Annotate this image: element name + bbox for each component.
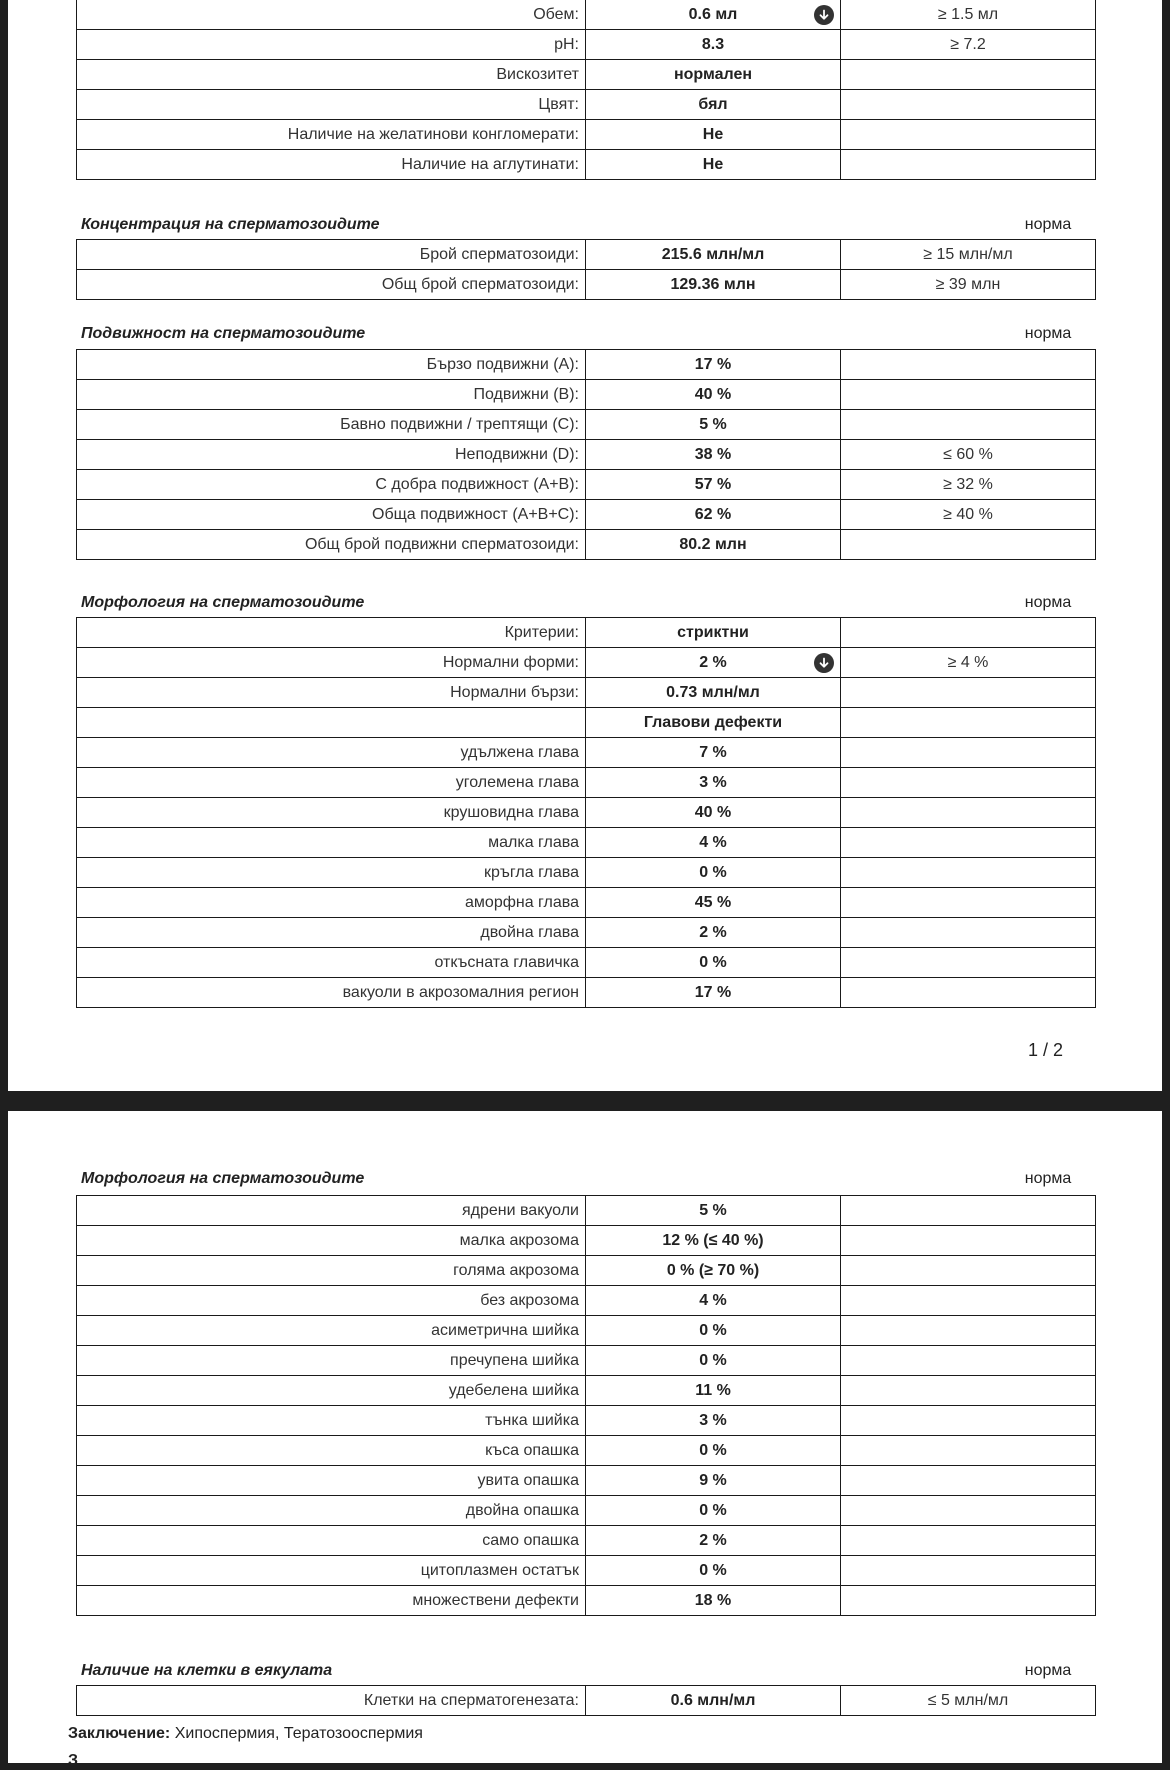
morphology-continued-table bbox=[76, 1195, 1096, 1616]
row-value bbox=[586, 350, 841, 380]
row-value-text: Главови дефекти bbox=[643, 714, 783, 731]
section-heading: Морфология на сперматозоидите bbox=[81, 594, 365, 611]
row-value-text: нормален bbox=[673, 66, 753, 83]
row-value-text: 0 % bbox=[699, 1442, 727, 1459]
row-value bbox=[586, 738, 841, 768]
row-label: вакуоли в акрозомалния регион bbox=[77, 978, 586, 1008]
table-row bbox=[77, 1346, 1096, 1376]
row-value-text: бял bbox=[698, 96, 728, 113]
row-norm: ≥ 1.5 мл bbox=[841, 0, 1096, 30]
row-label: крушовидна глава bbox=[77, 798, 586, 828]
row-norm bbox=[841, 150, 1096, 180]
row-norm: ≥ 32 % bbox=[841, 470, 1096, 500]
row-value-text: 7 % bbox=[699, 744, 727, 761]
table-row bbox=[77, 1316, 1096, 1346]
table-row bbox=[77, 1436, 1096, 1466]
row-value bbox=[586, 768, 841, 798]
row-value bbox=[586, 1406, 841, 1436]
row-value-text: 5 % bbox=[699, 1202, 727, 1219]
row-label: кръгла глава bbox=[77, 858, 586, 888]
row-value-text: 5 % bbox=[699, 416, 727, 433]
row-label: голяма акрозома bbox=[77, 1256, 586, 1286]
row-norm bbox=[841, 1346, 1096, 1376]
concentration-section-title bbox=[81, 213, 1101, 237]
section-heading: Наличие на клетки в еякулата bbox=[81, 1662, 333, 1679]
row-norm bbox=[841, 1526, 1096, 1556]
row-norm bbox=[841, 1316, 1096, 1346]
row-value-text: 8.3 bbox=[701, 36, 725, 53]
row-value bbox=[586, 1226, 841, 1256]
row-label: ядрени вакуоли bbox=[77, 1196, 586, 1226]
row-value bbox=[586, 1256, 841, 1286]
row-value bbox=[586, 1316, 841, 1346]
row-norm bbox=[841, 1466, 1096, 1496]
row-value-text: 17 % bbox=[694, 356, 732, 373]
table-row bbox=[77, 738, 1096, 768]
row-value bbox=[586, 888, 841, 918]
row-value-text: 12 % (≤ 40 %) bbox=[662, 1232, 764, 1249]
morphology-continued-section-title bbox=[81, 1167, 1101, 1191]
row-norm bbox=[841, 1376, 1096, 1406]
row-label: Наличие на аглутинати: bbox=[77, 150, 586, 180]
row-label: Критерии: bbox=[77, 618, 586, 648]
table-row bbox=[77, 858, 1096, 888]
row-label: Наличие на желатинови конгломерати: bbox=[77, 120, 586, 150]
section-heading: Подвижност на сперматозоидите bbox=[81, 325, 366, 342]
row-norm bbox=[841, 618, 1096, 648]
row-label: Брой сперматозоиди: bbox=[77, 240, 586, 270]
table-row bbox=[77, 270, 1096, 300]
row-value-text: 57 % bbox=[694, 476, 732, 493]
row-norm bbox=[841, 350, 1096, 380]
table-row bbox=[77, 1526, 1096, 1556]
row-value bbox=[586, 708, 841, 738]
row-value-text: Не bbox=[702, 156, 724, 173]
row-value bbox=[586, 1376, 841, 1406]
row-label: Клетки на сперматогенезата: bbox=[77, 1686, 586, 1716]
table-row bbox=[77, 1256, 1096, 1286]
row-label: Вискозитет bbox=[77, 60, 586, 90]
table-row bbox=[77, 240, 1096, 270]
row-value bbox=[586, 1466, 841, 1496]
row-value-text: 40 % bbox=[694, 386, 732, 403]
table-row bbox=[77, 828, 1096, 858]
table-row bbox=[77, 888, 1096, 918]
row-label: Подвижни (B): bbox=[77, 380, 586, 410]
row-label: аморфна глава bbox=[77, 888, 586, 918]
row-value-text: 80.2 млн bbox=[679, 536, 747, 553]
row-value bbox=[586, 410, 841, 440]
row-norm bbox=[841, 1226, 1096, 1256]
row-value-text: 3 % bbox=[699, 774, 727, 791]
table-row bbox=[77, 150, 1096, 180]
row-label: тънка шийка bbox=[77, 1406, 586, 1436]
table-row bbox=[77, 978, 1096, 1008]
table-row bbox=[77, 440, 1096, 470]
row-value bbox=[586, 530, 841, 560]
row-label: удължена глава bbox=[77, 738, 586, 768]
row-norm bbox=[841, 918, 1096, 948]
motility-section-title bbox=[81, 322, 1101, 346]
cutoff-text: З bbox=[68, 1752, 79, 1769]
table-row bbox=[77, 768, 1096, 798]
row-value bbox=[586, 978, 841, 1008]
row-value bbox=[586, 1496, 841, 1526]
row-value bbox=[586, 1686, 841, 1716]
row-norm bbox=[841, 948, 1096, 978]
row-value-text: стриктни bbox=[677, 624, 749, 641]
row-norm bbox=[841, 1256, 1096, 1286]
row-value-text: 2 % bbox=[699, 1532, 727, 1549]
row-value-text: 0 % bbox=[699, 1502, 727, 1519]
row-value-text: 0.73 млн/мл bbox=[666, 684, 760, 701]
row-value-text: 45 % bbox=[694, 894, 732, 911]
row-label: само опашка bbox=[77, 1526, 586, 1556]
row-label bbox=[77, 708, 586, 738]
report-page-1 bbox=[8, 0, 1162, 1091]
row-value bbox=[586, 1436, 841, 1466]
row-label: асиметрична шийка bbox=[77, 1316, 586, 1346]
row-label: Обем: bbox=[77, 0, 586, 30]
table-row bbox=[77, 410, 1096, 440]
row-value bbox=[586, 1586, 841, 1616]
row-norm bbox=[841, 90, 1096, 120]
row-norm bbox=[841, 1556, 1096, 1586]
row-value bbox=[586, 948, 841, 978]
row-value-text: 3 % bbox=[699, 1412, 727, 1429]
row-value-text: 215.6 млн/мл bbox=[661, 246, 765, 263]
arrow-down-icon bbox=[814, 653, 834, 673]
row-value bbox=[586, 828, 841, 858]
norm-header: норма bbox=[1024, 325, 1072, 342]
row-value-text: 4 % bbox=[699, 1292, 727, 1309]
conclusion-label: Заключение: bbox=[68, 1725, 171, 1742]
row-value bbox=[586, 380, 841, 410]
row-value bbox=[586, 618, 841, 648]
row-norm bbox=[841, 120, 1096, 150]
row-value bbox=[586, 440, 841, 470]
table-row bbox=[77, 380, 1096, 410]
motility-table bbox=[76, 349, 1096, 560]
row-label: откъсната главичка bbox=[77, 948, 586, 978]
row-value-text: 62 % bbox=[694, 506, 732, 523]
row-norm bbox=[841, 888, 1096, 918]
arrow-down-icon bbox=[814, 5, 834, 25]
row-label: Цвят: bbox=[77, 90, 586, 120]
row-value bbox=[586, 1556, 841, 1586]
row-norm: ≥ 40 % bbox=[841, 500, 1096, 530]
cells-section-title bbox=[81, 1659, 1101, 1683]
row-label: Нормални форми: bbox=[77, 648, 586, 678]
row-norm bbox=[841, 410, 1096, 440]
row-value bbox=[586, 1346, 841, 1376]
concentration-table bbox=[76, 239, 1096, 300]
table-row bbox=[77, 1196, 1096, 1226]
table-row bbox=[77, 1376, 1096, 1406]
table-row bbox=[77, 678, 1096, 708]
row-value bbox=[586, 60, 841, 90]
row-norm bbox=[841, 380, 1096, 410]
row-value-text: 0 % bbox=[699, 1562, 727, 1579]
row-value-text: 2 % bbox=[699, 654, 727, 671]
conclusion-text: Хипоспермия, Тератозооспермия bbox=[174, 1725, 423, 1742]
row-value bbox=[586, 90, 841, 120]
table-row bbox=[77, 948, 1096, 978]
row-value-text: 40 % bbox=[694, 804, 732, 821]
table-row bbox=[77, 618, 1096, 648]
table-row bbox=[77, 470, 1096, 500]
table-row bbox=[77, 500, 1096, 530]
row-value bbox=[586, 240, 841, 270]
row-label: увита опашка bbox=[77, 1466, 586, 1496]
table-row bbox=[77, 60, 1096, 90]
table-row bbox=[77, 0, 1096, 30]
row-norm bbox=[841, 828, 1096, 858]
row-label: уголемена глава bbox=[77, 768, 586, 798]
norm-header: норма bbox=[1024, 1662, 1072, 1679]
row-value-text: 0 % bbox=[699, 1322, 727, 1339]
row-value bbox=[586, 500, 841, 530]
table-row bbox=[77, 30, 1096, 60]
row-label: къса опашка bbox=[77, 1436, 586, 1466]
cells-table bbox=[76, 1685, 1096, 1716]
row-value-text: 4 % bbox=[699, 834, 727, 851]
row-value-text: Не bbox=[702, 126, 724, 143]
row-label: Нормални бързи: bbox=[77, 678, 586, 708]
row-value bbox=[586, 678, 841, 708]
row-norm bbox=[841, 768, 1096, 798]
row-value-text: 9 % bbox=[699, 1472, 727, 1489]
conclusion bbox=[68, 1725, 423, 1743]
table-row bbox=[77, 708, 1096, 738]
row-value-text: 129.36 млн bbox=[670, 276, 756, 293]
row-value-text: 0 % bbox=[699, 954, 727, 971]
table-row bbox=[77, 1466, 1096, 1496]
row-norm bbox=[841, 978, 1096, 1008]
morphology-table bbox=[76, 617, 1096, 1008]
norm-header: норма bbox=[1024, 594, 1072, 611]
table-row bbox=[77, 120, 1096, 150]
row-norm bbox=[841, 738, 1096, 768]
semen-basic-table bbox=[76, 0, 1096, 180]
row-label: pH: bbox=[77, 30, 586, 60]
row-value-text: 0 % bbox=[699, 1352, 727, 1369]
row-value bbox=[586, 1526, 841, 1556]
row-norm: ≥ 4 % bbox=[841, 648, 1096, 678]
row-norm bbox=[841, 1196, 1096, 1226]
row-value-text: 38 % bbox=[694, 446, 732, 463]
row-value bbox=[586, 858, 841, 888]
table-row bbox=[77, 1406, 1096, 1436]
row-value-text: 11 % bbox=[695, 1382, 731, 1399]
row-value bbox=[586, 150, 841, 180]
row-label: Неподвижни (D): bbox=[77, 440, 586, 470]
row-value-text: 17 % bbox=[694, 984, 732, 1001]
table-row bbox=[77, 1226, 1096, 1256]
row-value bbox=[586, 270, 841, 300]
row-label: Бавно подвижни / трептящи (C): bbox=[77, 410, 586, 440]
section-heading: Концентрация на сперматозоидите bbox=[81, 216, 380, 233]
row-value-text: 0.6 млн/мл bbox=[670, 1692, 756, 1709]
row-norm: ≥ 7.2 bbox=[841, 30, 1096, 60]
row-norm bbox=[841, 798, 1096, 828]
row-label: без акрозома bbox=[77, 1286, 586, 1316]
row-label: пречупена шийка bbox=[77, 1346, 586, 1376]
row-norm: ≤ 60 % bbox=[841, 440, 1096, 470]
row-label: двойна глава bbox=[77, 918, 586, 948]
row-label: Бързо подвижни (A): bbox=[77, 350, 586, 380]
row-value-text: 0 % (≥ 70 %) bbox=[666, 1262, 760, 1279]
row-label: малка глава bbox=[77, 828, 586, 858]
row-label: цитоплазмен остатък bbox=[77, 1556, 586, 1586]
table-row bbox=[77, 90, 1096, 120]
table-row bbox=[77, 1586, 1096, 1616]
row-norm bbox=[841, 858, 1096, 888]
row-label: удебелена шийка bbox=[77, 1376, 586, 1406]
table-row bbox=[77, 648, 1096, 678]
row-value bbox=[586, 1286, 841, 1316]
row-label: С добра подвижност (A+B): bbox=[77, 470, 586, 500]
report-page-2 bbox=[8, 1111, 1162, 1763]
table-row bbox=[77, 1556, 1096, 1586]
row-norm: ≥ 15 млн/мл bbox=[841, 240, 1096, 270]
row-label: множествени дефекти bbox=[77, 1586, 586, 1616]
row-value-text: 0.6 мл bbox=[688, 6, 738, 23]
norm-header: норма bbox=[1024, 1170, 1072, 1187]
row-value bbox=[586, 918, 841, 948]
row-value bbox=[586, 120, 841, 150]
row-norm bbox=[841, 1406, 1096, 1436]
row-value-text: 0 % bbox=[699, 864, 727, 881]
row-value bbox=[586, 0, 841, 30]
row-norm bbox=[841, 60, 1096, 90]
row-value bbox=[586, 1196, 841, 1226]
page-number: 1 / 2 bbox=[1028, 1040, 1064, 1060]
morphology-section-title bbox=[81, 591, 1101, 615]
row-label: Обща подвижност (A+B+C): bbox=[77, 500, 586, 530]
row-value bbox=[586, 798, 841, 828]
row-norm: ≥ 39 млн bbox=[841, 270, 1096, 300]
row-value-text: 2 % bbox=[699, 924, 727, 941]
row-label: Общ брой сперматозоиди: bbox=[77, 270, 586, 300]
row-norm bbox=[841, 1436, 1096, 1466]
table-row bbox=[77, 1686, 1096, 1716]
row-value bbox=[586, 470, 841, 500]
table-row bbox=[77, 1286, 1096, 1316]
row-label: Общ брой подвижни сперматозоиди: bbox=[77, 530, 586, 560]
row-norm: ≤ 5 млн/мл bbox=[841, 1686, 1096, 1716]
row-label: двойна опашка bbox=[77, 1496, 586, 1526]
norm-header: норма bbox=[1024, 216, 1072, 233]
table-row bbox=[77, 918, 1096, 948]
row-label: малка акрозома bbox=[77, 1226, 586, 1256]
row-norm bbox=[841, 708, 1096, 738]
row-value bbox=[586, 30, 841, 60]
table-row bbox=[77, 350, 1096, 380]
section-heading: Морфология на сперматозоидите bbox=[81, 1170, 365, 1187]
row-norm bbox=[841, 1286, 1096, 1316]
row-value bbox=[586, 648, 841, 678]
row-norm bbox=[841, 678, 1096, 708]
table-row bbox=[77, 1496, 1096, 1526]
row-norm bbox=[841, 1586, 1096, 1616]
row-norm bbox=[841, 1496, 1096, 1526]
table-row bbox=[77, 530, 1096, 560]
table-row bbox=[77, 798, 1096, 828]
row-norm bbox=[841, 530, 1096, 560]
row-value-text: 18 % bbox=[694, 1592, 732, 1609]
